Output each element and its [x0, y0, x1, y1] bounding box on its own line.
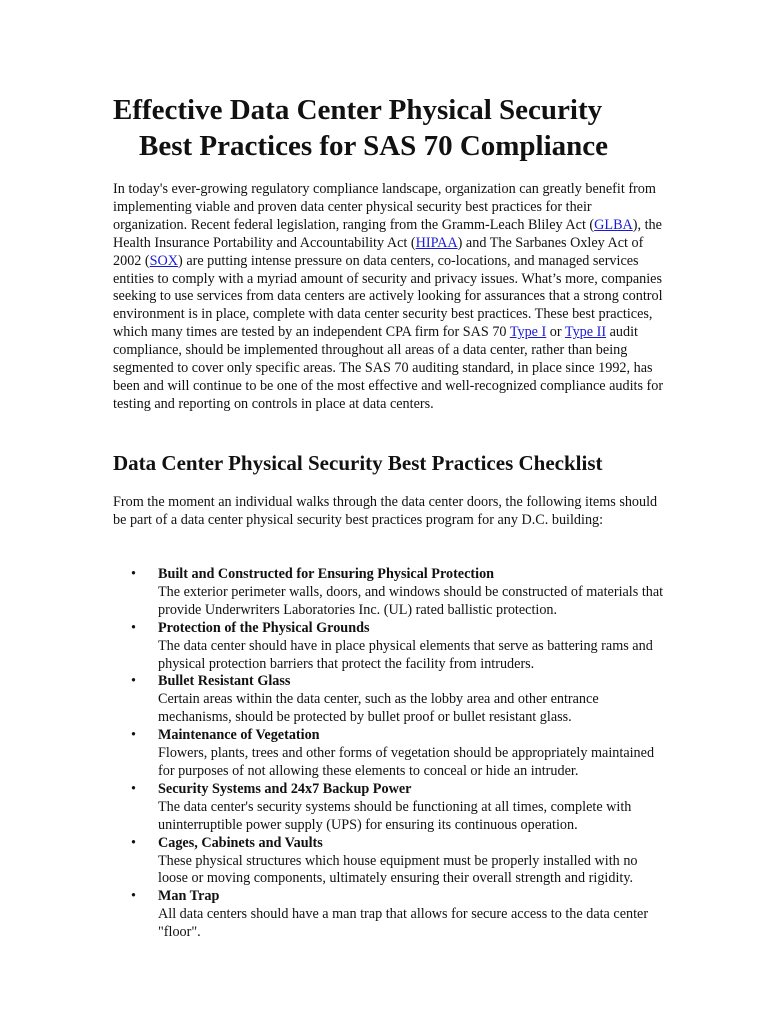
item-title: Maintenance of Vegetation — [158, 727, 320, 744]
bullet-icon: • — [131, 834, 136, 851]
title-line-1: Effective Data Center Physical Security — [113, 94, 603, 126]
checklist-item — [113, 781, 669, 835]
intro-text-4: ) are putting intense pressure on data centers, co-locations, and managed services entities to comply with a myriad amount of security and privacy issues. What’s more, companies seeking to use services from data centers are actively looking for assurances that a strong control environment is in place, complete with data center security best practices. These best practices, which many times are tested by an independent CPA firm for SAS 70 — [113, 252, 663, 341]
bullet-icon: • — [131, 780, 136, 797]
bullet-icon: • — [131, 673, 136, 690]
item-text: The data center should have in place physical elements that serve as battering rams and physical protection barriers that protect the facility from intruders. — [158, 637, 653, 672]
item-title: Bullet Resistant Glass — [158, 673, 291, 690]
checklist-item — [113, 888, 669, 942]
checklist-heading: Data Center Physical Security Best Practices Checklist — [113, 451, 603, 475]
checklist-intro: From the moment an individual walks through the data center doors, the following items should be part of a data center physical security best practices program for any D.C. building: — [113, 494, 658, 528]
item-title: Protection of the Physical Grounds — [158, 619, 370, 636]
item-text: The data center's security systems should be functioning at all times, complete with uninterruptible power supply (UPS) for ensuring its continuous operation. — [158, 798, 632, 833]
hipaa-link[interactable]: HIPAA — [415, 234, 458, 251]
item-text: Flowers, plants, trees and other forms of vegetation should be appropriately maintained for purposes of not allowing these elements to conceal or hide an intruder. — [158, 745, 655, 779]
page-title — [113, 92, 673, 164]
item-text: Certain areas within the data center, such as the lobby area and other entrance mechanisms, should be protected by bullet proof or bullet resistant glass. — [158, 691, 599, 726]
checklist — [113, 566, 669, 942]
bullet-icon: • — [131, 888, 136, 905]
checklist-item — [113, 673, 669, 727]
type-ii-link[interactable]: Type II — [564, 324, 607, 341]
bullet-icon: • — [131, 727, 136, 744]
intro-text-1: In today's ever-growing regulatory compliance landscape, organization can greatly benefit from implementing viable and proven data center physical security best practices for their organization. Recent federal legislation, ranging from the Gramm-Leach Bliley Act ( — [113, 181, 656, 233]
title-line-2: Best Practices for SAS 70 Compliance — [139, 130, 609, 162]
item-text: These physical structures which house equipment must be properly installed with no loose or moving components, ultimately ensuring their overall strength and rigidity. — [158, 852, 638, 887]
checklist-item — [113, 835, 669, 889]
checklist-item — [113, 620, 669, 674]
intro-text-6: audit compliance, should be implemented throughout all areas of a data center, rather than being segmented to cover only specific areas. The SAS 70 auditing standard, in place since 1992, has been and will continue to be one of the most effective and well-recognized compliance audits for testing and reporting on controls in place at data centers. — [113, 324, 664, 412]
item-title: Man Trap — [158, 888, 220, 905]
checklist-item — [113, 727, 669, 781]
item-title: Cages, Cabinets and Vaults — [158, 834, 323, 851]
intro-paragraph — [113, 181, 669, 414]
item-title: Security Systems and 24x7 Backup Power — [158, 780, 412, 797]
sox-link[interactable]: SOX — [149, 252, 179, 269]
bullet-icon: • — [131, 619, 136, 636]
glba-link[interactable]: GLBA — [594, 216, 633, 233]
type-i-link[interactable]: Type I — [509, 324, 547, 341]
bullet-icon: • — [131, 566, 136, 582]
intro-text-5: or — [546, 324, 565, 341]
intro-text-3: ) and The Sarbanes Oxley Act of 2002 ( — [113, 234, 644, 269]
item-title: Built and Constructed for Ensuring Physical Protection — [158, 566, 495, 582]
item-text: All data centers should have a man trap that allows for secure access to the data center "floor". — [158, 906, 649, 941]
intro-text-2: ), the Health Insurance Portability and Accountability Act ( — [113, 216, 662, 251]
checklist-item — [113, 566, 669, 620]
item-text: The exterior perimeter walls, doors, and windows should be constructed of materials that provide Underwriters Laboratories Inc. (UL) rated ballistic protection. — [158, 583, 664, 618]
